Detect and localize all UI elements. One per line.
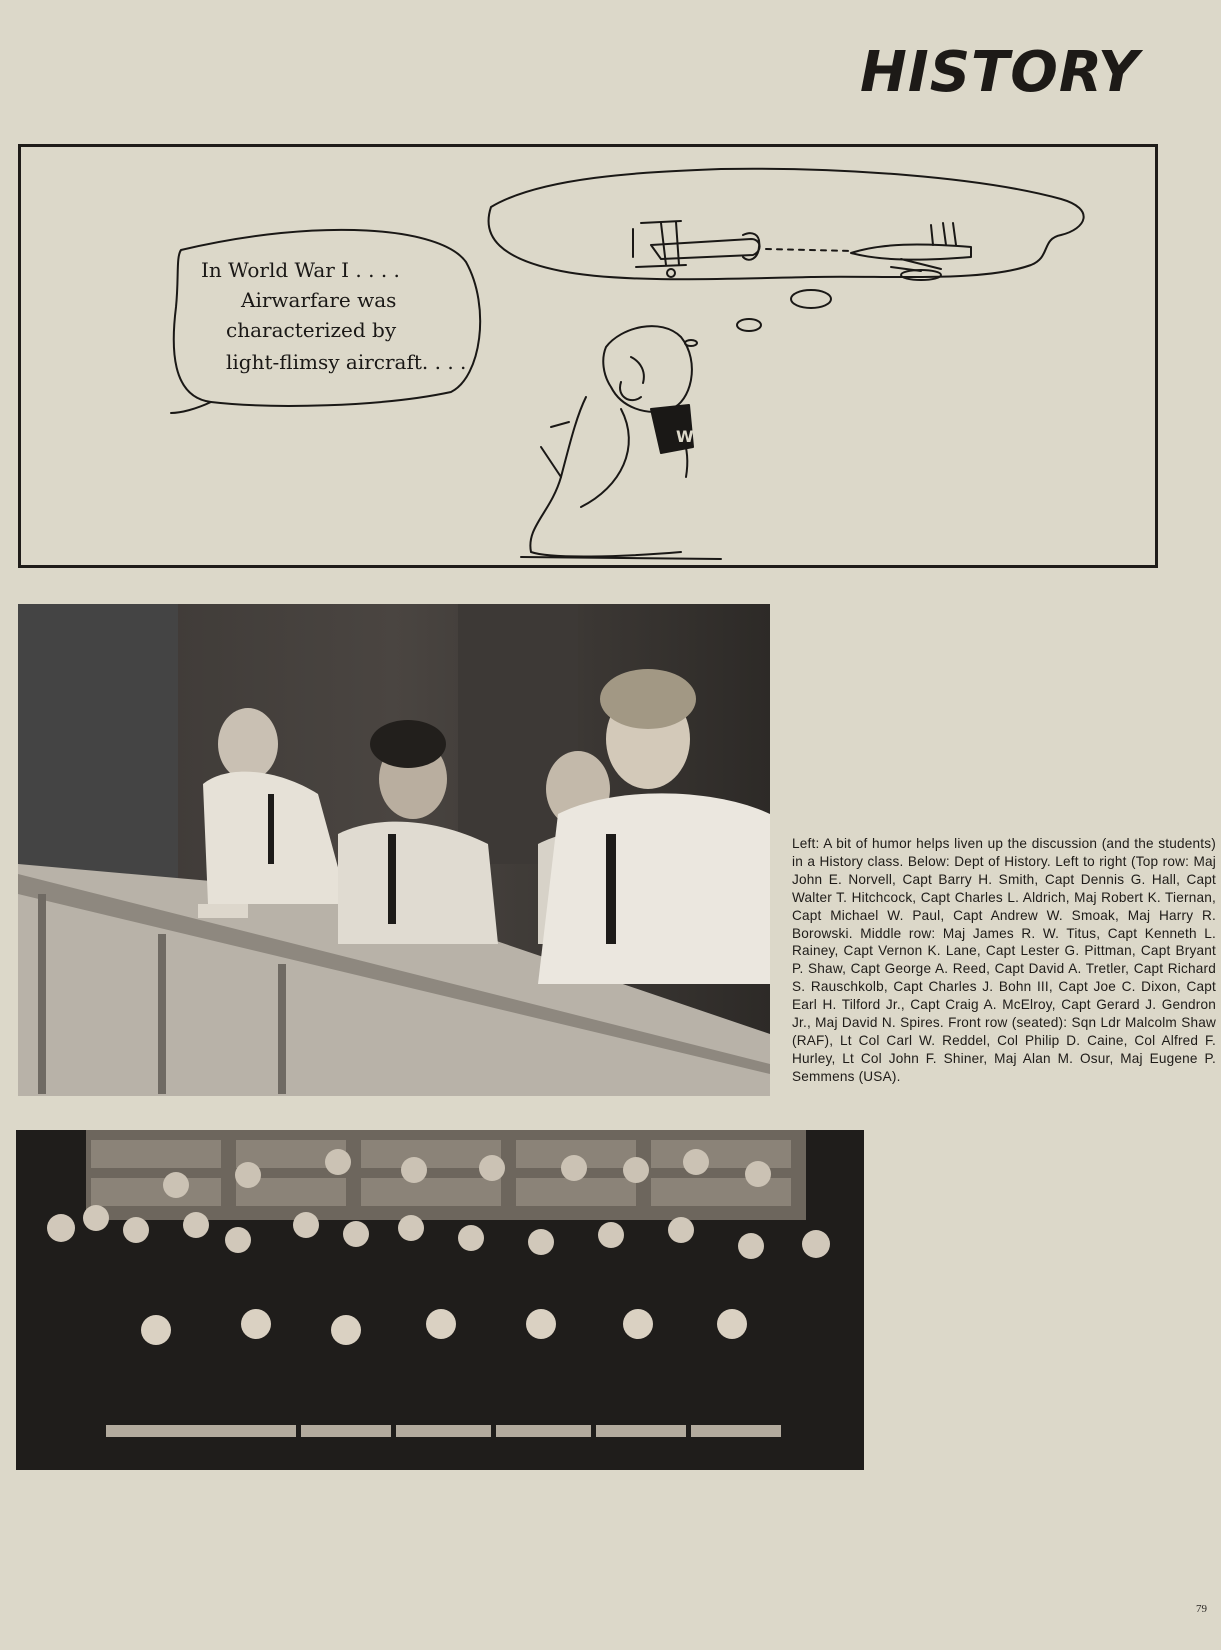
cartoon-panel [18,144,1158,568]
page-title: HISTORY [860,40,1140,105]
cartoon-drawing [21,147,1161,571]
page-number: 79 [1196,1603,1207,1615]
speech-line-2: Airwarfare was [241,288,397,312]
biplane-drawing [633,221,760,277]
jet-drawing [851,223,971,280]
thought-bubble [489,169,1084,280]
speech-line-4: light-flimsy aircraft. . . . [226,350,467,374]
speech-line-3: characterized by [226,318,397,342]
photo-caption: Left: A bit of humor helps liven up the discussion (and the students) in a History class. Below: Dept of History. Left to right (Top row: Maj John E. Norvell, Capt Barry H. Smith, Capt Dennis G. Hall, Capt Walter T. Hitchcock, Capt Charles L. Aldrich, Maj Robert K. Tiernan, Capt Michael W. Paul, Capt Andrew W. Smoak, Maj Harry R. Borowski. Middle row: Maj James R. W. Titus, Capt Kenneth L. Rainey, Capt Vernon K. Lane, Capt Lester G. Pittman, Capt Bryant P. Shaw, Capt George A. Reed, Capt David A. Tretler, Capt Richard S. Rauschkolb, Capt Charles J. Bohn III, Capt Joe C. Dixon, Capt Earl H. Tilford Jr., Capt Craig A. McElroy, Capt Gerard J. Gendron Jr., Maj David N. Spires. Front row (seated): Sqn Ldr Malcolm Shaw (RAF), Lt Col Carl W. Reddel, Col Philip D. Caine, Col Alfred F. Hurley, Lt Col John F. Shiner, Maj Alan M. Osur, Maj Eugene P. Semmens (USA). [792,836,1216,1084]
sleeve-letter: W [676,427,694,446]
speech-line-1: In World War I . . . . [201,258,400,282]
classroom-photo [18,604,770,1096]
group-photo [16,1130,864,1470]
